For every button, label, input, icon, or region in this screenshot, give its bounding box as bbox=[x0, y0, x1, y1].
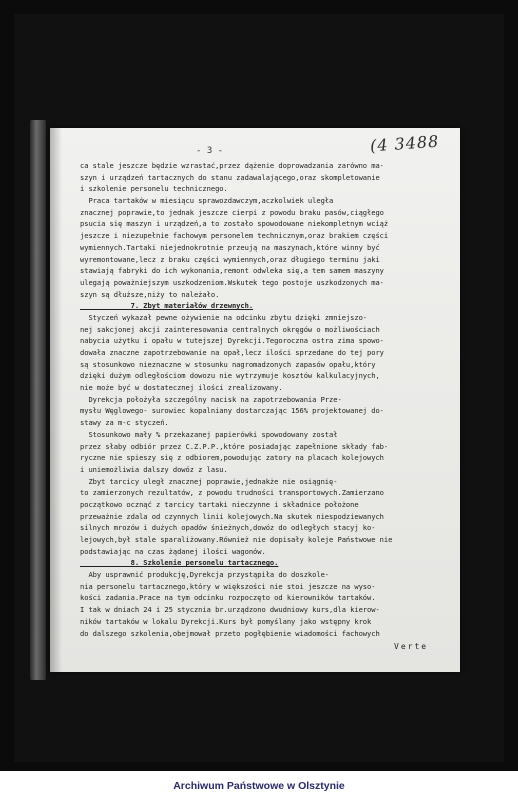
text-line: nia personelu tartacznego,który w większości nie stoi jeszcze na wyso- bbox=[80, 581, 376, 591]
text-line: psucia się maszyn i urządzeń,a to zostało spowodowane niekompletnym wciąż bbox=[80, 219, 389, 229]
text-line: początkowo ocznąć z tarcicy tartaki nieczynne i składnice położone bbox=[80, 499, 359, 509]
text-line: przez słaby odbiór przez C.Z.P.P.,które posiadając zapełnione składy fab- bbox=[80, 441, 389, 451]
text-line: szyn są dłuższe,niży to należało. bbox=[80, 289, 220, 299]
text-line: przeważnie zdala od czynnych linii kolejowych.Na skutek niespodziewanych bbox=[80, 511, 384, 521]
text-line: znacznej poprawie,to jednak jeszcze cierpi z powodu braku pasów,ciągłego bbox=[80, 207, 384, 217]
archive-footer bbox=[0, 771, 518, 800]
text-line: to zamierzonych rezultatów, z powodu trudności transportowych.Zamierzano bbox=[80, 488, 384, 498]
text-line: dowała znaczne zapotrzebowanie na opał,lecz ilości sprzedane do tej pory bbox=[80, 348, 384, 357]
text-line: mysłu Węglowego- surowiec kopalniany dostarczając 156% projektowanej do- bbox=[80, 406, 384, 416]
verte-mark: Verte bbox=[394, 642, 429, 651]
text-line: stawiają fabryki do ich wykonania,remont odwleka się,a tem samem maszyny bbox=[80, 266, 384, 276]
page-number: - 3 - bbox=[196, 146, 224, 156]
text-line: Stosunkowo mały % przekazanej papierówki spowodowany został bbox=[80, 429, 338, 439]
binding-edge bbox=[30, 120, 46, 680]
text-line: nej sakcjonej akcji zainteresowania centralnych okręgów o możliwościach bbox=[80, 324, 380, 334]
text-line: Dyrekcja położyła szczególny nacisk na zapotrzebowania Prze- bbox=[80, 394, 342, 404]
document-page bbox=[50, 128, 460, 672]
text-line: nie może być w dostatecznej ilości zrealizowany. bbox=[80, 383, 283, 393]
text-line: jeszcze i niezupełnie fachowym personelem technicznym,oraz brakiem części bbox=[80, 231, 389, 241]
text-line: lejowych,był stale sparaliżowany.Również nie dopisały koleje Państwowe nie bbox=[80, 535, 393, 544]
text-line: i uniemożliwia dalszy dowóz z lasu. bbox=[80, 464, 228, 474]
text-line: dzięki dużym odległościom dowozu nie wytrzymuje kosztów kalkulacyjnych, bbox=[80, 371, 380, 381]
text-line: I tak w dniach 24 i 25 stycznia br.urządzono dwudniowy kurs,dla kierow- bbox=[80, 605, 380, 615]
text-line: ników tartaków w lokalu Dyrekcji.Kurs był pomyślany jako wstępny krok bbox=[80, 616, 372, 626]
text-line: kości zadania.Prace na tym odcinku rozpoczęto od kierowników tartaków. bbox=[80, 593, 376, 603]
text-line: Aby usprawnić produkcję,Dyrekcja przystąpiła do doszkole- bbox=[80, 570, 330, 580]
text-line: ryczne nie spieszy się z odbiorem,powodując zatory na placach kolejowych bbox=[80, 453, 384, 463]
text-line: Praca tartaków w miesiącu sprawozdawczym,aczkolwiek uległa bbox=[80, 196, 334, 206]
text-line: do dalszego szkolenia,obejmował przeto pogłębienie wiadomości fachowych bbox=[80, 628, 380, 638]
text-line: 7. Zbyt materiałów drzewnych. bbox=[80, 301, 254, 311]
document-body bbox=[80, 160, 454, 639]
text-line: i szkolenie personelu technicznego. bbox=[80, 184, 228, 194]
text-line: nabycia użytku i opału w tutejszej Dyrekcji.Tegoroczna ostra zima spowo- bbox=[80, 336, 384, 346]
text-line: Zbyt tarcicy uległ znacznej poprawie,jednakże nie osiągnię- bbox=[80, 476, 338, 486]
text-line: Styczeń wykazał pewne ożywienie na odcinku zbytu dzięki zmniejszo- bbox=[80, 312, 368, 322]
text-line: wymiennych.Tartaki niejednokrotnie przeują na maszynach,które winny być bbox=[80, 242, 380, 252]
text-line: ulegają poważniejszym uszkodzeniom.Wskutek tego postoje uszkodzonych ma- bbox=[80, 277, 384, 287]
text-line: są stosunkowo nieznaczne w stosunku nagromadzonych zapasów opału,który bbox=[80, 359, 376, 369]
text-line: stawy za m-c styczeń. bbox=[80, 418, 169, 428]
text-line: silnych mrozów i dużych opadów śnieżnych,dowóz do odległych stacyj ko- bbox=[80, 523, 376, 533]
text-line: podstawiając na czas żądanej ilości wagonów. bbox=[80, 546, 266, 556]
archive-name: Archiwum Państwowe w Olsztynie bbox=[173, 779, 345, 792]
text-line: wyremontowane,lecz z braku części wymiennych,oraz długiego terminu jaki bbox=[80, 254, 380, 264]
text-line: 8. Szkolenie personelu tartacznego. bbox=[80, 558, 279, 568]
text-line: ca stale jeszcze będzie wzrastać,przez dążenie doprowadzania zarówno ma- bbox=[80, 161, 384, 170]
archive-stamp: (4 3488 bbox=[369, 131, 440, 156]
text-line: szyn i urządzeń tartacznych do stanu zadawalającego,oraz skompletowanie bbox=[80, 172, 380, 182]
